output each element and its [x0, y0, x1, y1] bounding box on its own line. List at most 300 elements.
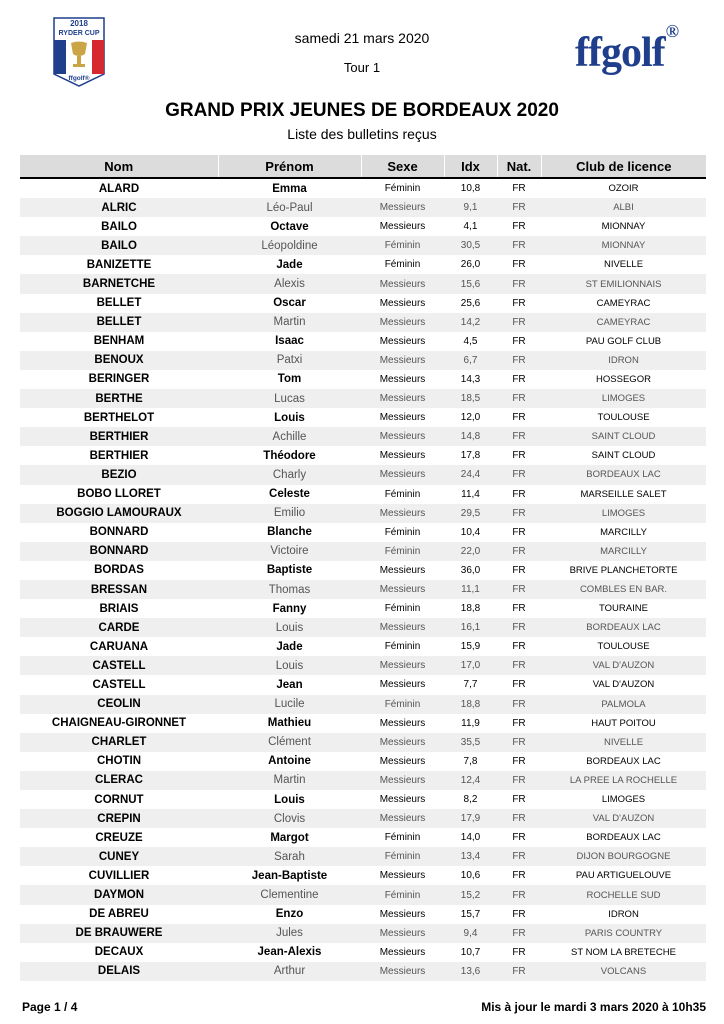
cell-prenom: Louis — [274, 411, 305, 424]
cell-prenom: Louis — [218, 618, 361, 637]
cell-nat: FR — [497, 313, 541, 332]
cell-idx: 24,4 — [444, 465, 497, 484]
cell-club: VOLCANS — [541, 962, 706, 981]
cell-nom: BERTHELOT — [83, 411, 155, 424]
table-row — [20, 637, 706, 656]
cell-club: CAMEYRAC — [541, 313, 706, 332]
table-row — [20, 924, 706, 943]
cell-nom: BERTHIER — [89, 449, 149, 462]
cell-sexe: Messieurs — [361, 389, 444, 408]
cell-sexe: Féminin — [384, 603, 421, 615]
cell-sexe: Messieurs — [379, 870, 426, 882]
cell-nom: CEOLIN — [20, 695, 218, 714]
cell-idx: 13,6 — [444, 962, 497, 981]
cell-nom: CUVILLIER — [88, 869, 150, 882]
cell-prenom: Emilio — [218, 504, 361, 523]
cell-nom: DAYMON — [20, 885, 218, 904]
cell-nat: FR — [497, 580, 541, 599]
cell-nom: CREPIN — [20, 809, 218, 828]
table-row — [20, 752, 706, 771]
table-row — [20, 599, 706, 618]
cell-nom: BRIAIS — [99, 602, 139, 615]
cell-nom: BAILO — [101, 220, 137, 233]
cell-nat: FR — [512, 450, 526, 462]
cell-sexe: Féminin — [384, 183, 421, 195]
cell-club: ALBI — [541, 198, 706, 217]
table-row — [20, 427, 706, 446]
cell-club: PARIS COUNTRY — [541, 924, 706, 943]
cell-nat: FR — [497, 618, 541, 637]
cell-prenom: Isaac — [275, 335, 304, 348]
cell-idx: 30,5 — [444, 236, 497, 255]
cell-idx: 11,9 — [461, 717, 480, 729]
cell-club: ST NOM LA BRETECHE — [571, 946, 676, 958]
cell-nat: FR — [512, 946, 526, 958]
cell-club: BORDEAUX LAC — [586, 755, 661, 767]
table-row — [20, 790, 706, 809]
cell-nat: FR — [497, 656, 541, 675]
cell-nom: BERINGER — [88, 373, 150, 386]
cell-idx: 35,5 — [444, 733, 497, 752]
table-row — [20, 294, 706, 313]
cell-sexe: Messieurs — [379, 794, 426, 806]
cell-club: MARCILLY — [541, 542, 706, 561]
cell-prenom: Louis — [274, 793, 305, 806]
cell-idx: 7,8 — [463, 755, 478, 767]
table-row — [20, 236, 706, 255]
cell-sexe: Messieurs — [361, 656, 444, 675]
cell-nat: FR — [497, 351, 541, 370]
table-row — [20, 389, 706, 408]
cell-nom: CHARLET — [20, 733, 218, 752]
cell-club: TOULOUSE — [597, 412, 650, 424]
cell-prenom: Lucile — [218, 695, 361, 714]
cell-sexe: Messieurs — [361, 351, 444, 370]
cell-nat: FR — [512, 488, 526, 500]
cell-nat: FR — [512, 641, 526, 653]
cell-idx: 15,2 — [444, 885, 497, 904]
cell-idx: 11,1 — [444, 580, 497, 599]
cell-club: MIONNAY — [541, 236, 706, 255]
cell-sexe: Messieurs — [361, 809, 444, 828]
cell-sexe: Féminin — [384, 832, 421, 844]
cell-idx: 36,0 — [460, 564, 481, 576]
cell-nom: BANIZETTE — [86, 258, 152, 271]
cell-sexe: Féminin — [361, 695, 444, 714]
cell-sexe: Féminin — [361, 847, 444, 866]
cell-club: OZOIR — [608, 183, 639, 195]
cell-nom: BEZIO — [20, 465, 218, 484]
cell-nat: FR — [497, 274, 541, 293]
cell-sexe: Féminin — [361, 542, 444, 561]
cell-nom: DECAUX — [94, 946, 144, 959]
cell-nom: BENHAM — [93, 335, 145, 348]
cell-prenom: Martin — [218, 771, 361, 790]
cell-nom: CASTELL — [20, 656, 218, 675]
cell-idx: 10,7 — [460, 946, 481, 958]
table-row — [20, 465, 706, 484]
cell-club: CAMEYRAC — [596, 297, 651, 309]
cell-club: BORDEAUX LAC — [586, 832, 661, 844]
cell-nat: FR — [497, 695, 541, 714]
cell-sexe: Messieurs — [379, 755, 426, 767]
cell-nat: FR — [497, 236, 541, 255]
cell-sexe: Messieurs — [361, 962, 444, 981]
cell-sexe: Messieurs — [379, 908, 426, 920]
logo-sub: ffgolf® — [68, 75, 90, 82]
cell-nat: FR — [512, 679, 526, 691]
cell-nat: FR — [512, 564, 526, 576]
cell-prenom: Théodore — [263, 449, 316, 462]
cell-nat: FR — [497, 542, 541, 561]
cell-idx: 12,0 — [460, 412, 481, 424]
cell-club: VAL D'AUZON — [541, 809, 706, 828]
cell-idx: 14,8 — [444, 427, 497, 446]
cell-nom: ALARD — [98, 182, 140, 195]
table-row — [20, 313, 706, 332]
cell-nat: FR — [512, 373, 526, 385]
table-row — [20, 695, 706, 714]
cell-sexe: Messieurs — [379, 679, 426, 691]
table-row — [20, 847, 706, 866]
cell-idx: 14,2 — [444, 313, 497, 332]
entries-table — [20, 155, 706, 981]
cell-prenom: Léopoldine — [218, 236, 361, 255]
cell-nom: CLERAC — [20, 771, 218, 790]
cell-club: PAU ARTIGUELOUVE — [575, 870, 672, 882]
cell-nom: CREUZE — [95, 831, 143, 844]
document-subtitle: Liste des bulletins reçus — [287, 126, 437, 142]
cell-nat: FR — [497, 809, 541, 828]
cell-nom: BERTHE — [20, 389, 218, 408]
cell-sexe: Messieurs — [361, 580, 444, 599]
cell-nat: FR — [512, 755, 526, 767]
logo-name: RYDER CUP — [58, 30, 100, 37]
cell-nom: BAILO — [20, 236, 218, 255]
cell-nom: DE ABREU — [89, 908, 149, 921]
cell-nat: FR — [497, 847, 541, 866]
cell-sexe: Messieurs — [361, 198, 444, 217]
cell-club: SAINT CLOUD — [541, 427, 706, 446]
cell-idx: 18,8 — [460, 603, 481, 615]
table-row — [20, 561, 706, 580]
cell-sexe: Féminin — [384, 526, 421, 538]
cell-nom: BONNARD — [20, 542, 218, 561]
table-row — [20, 866, 706, 885]
ffgolf-logo-text: ffgolf — [575, 30, 665, 76]
cell-nat: FR — [512, 794, 526, 806]
last-updated: Mis à jour le mardi 3 mars 2020 à 10h35 — [481, 1000, 706, 1014]
column-header-club: Club de licence — [541, 155, 706, 178]
cell-nat: FR — [497, 733, 541, 752]
cell-idx: 17,0 — [444, 656, 497, 675]
table-row — [20, 198, 706, 217]
cell-club: SAINT CLOUD — [591, 450, 656, 462]
cell-club: DIJON BOURGOGNE — [541, 847, 706, 866]
document-title: GRAND PRIX JEUNES DE BORDEAUX 2020 — [165, 100, 559, 121]
table-row — [20, 656, 706, 675]
cell-club: LIMOGES — [541, 504, 706, 523]
cell-nat: FR — [512, 603, 526, 615]
cell-prenom: Tom — [277, 373, 302, 386]
cell-club: BRIVE PLANCHETORTE — [569, 564, 678, 576]
cell-sexe: Féminin — [384, 641, 421, 653]
cell-nat: FR — [512, 526, 526, 538]
cell-idx: 10,8 — [460, 183, 481, 195]
cell-nom: ALRIC — [20, 198, 218, 217]
cell-nom: BELLET — [20, 313, 218, 332]
cell-prenom: Antoine — [268, 755, 311, 768]
cell-prenom: Achille — [218, 427, 361, 446]
cell-prenom: Patxi — [218, 351, 361, 370]
cell-nom: DE BRAUWERE — [20, 924, 218, 943]
table-row — [20, 885, 706, 904]
cell-prenom: Clément — [218, 733, 361, 752]
cell-prenom: Margot — [270, 831, 309, 844]
table-row — [20, 618, 706, 637]
cell-nom: CARUANA — [89, 640, 149, 653]
cell-idx: 17,8 — [460, 450, 481, 462]
table-row — [20, 255, 706, 274]
table-row — [20, 580, 706, 599]
cell-club: IDRON — [541, 351, 706, 370]
cell-club: TOULOUSE — [597, 641, 650, 653]
cell-nat: FR — [497, 389, 541, 408]
cell-prenom: Clementine — [218, 885, 361, 904]
cell-prenom: Octave — [270, 220, 309, 233]
table-row — [20, 962, 706, 981]
table-row — [20, 714, 706, 733]
cell-idx: 14,3 — [460, 373, 481, 385]
table-row — [20, 523, 706, 542]
column-header-nat: Nat. — [497, 155, 541, 178]
cell-sexe: Féminin — [361, 885, 444, 904]
table-row — [20, 771, 706, 790]
cell-club: HAUT POITOU — [591, 717, 656, 729]
cell-sexe: Messieurs — [361, 465, 444, 484]
cell-nat: FR — [497, 427, 541, 446]
page-number: Page 1 / 4 — [22, 1000, 78, 1014]
cell-nom: BOBO LLORET — [77, 488, 161, 501]
cell-idx: 17,9 — [444, 809, 497, 828]
table-row — [20, 217, 706, 236]
table-row — [20, 370, 706, 389]
cell-club: VAL D'AUZON — [592, 679, 655, 691]
cell-club: MARSEILLE SALET — [580, 488, 667, 500]
cell-club: PALMOLA — [541, 695, 706, 714]
cell-idx: 10,6 — [460, 870, 481, 882]
cell-nat: FR — [497, 771, 541, 790]
cell-idx: 4,1 — [463, 221, 478, 233]
cell-nom: BORDAS — [94, 564, 144, 577]
cell-nom: BERTHIER — [20, 427, 218, 446]
cell-nom: BARNETCHE — [20, 274, 218, 293]
cell-sexe: Messieurs — [361, 618, 444, 637]
cell-idx: 7,7 — [463, 679, 478, 691]
cell-club: IDRON — [608, 908, 639, 920]
cell-idx: 14,0 — [460, 832, 481, 844]
cell-sexe: Messieurs — [379, 946, 426, 958]
cell-idx: 18,5 — [444, 389, 497, 408]
cell-prenom: Thomas — [218, 580, 361, 599]
table-row — [20, 351, 706, 370]
cell-nat: FR — [497, 504, 541, 523]
logo-year: 2018 — [70, 19, 88, 28]
cell-idx: 12,4 — [444, 771, 497, 790]
cell-nom: CASTELL — [92, 678, 146, 691]
cell-nat: FR — [497, 885, 541, 904]
cell-nat: FR — [512, 183, 526, 195]
cell-idx: 6,7 — [444, 351, 497, 370]
cell-nom: BENOUX — [20, 351, 218, 370]
cell-nat: FR — [512, 717, 526, 729]
table-row — [20, 943, 706, 962]
cell-club: MARCILLY — [600, 526, 647, 538]
cell-idx: 9,4 — [444, 924, 497, 943]
header-round: Tour 1 — [343, 60, 381, 75]
cell-club: TOURAINE — [599, 603, 648, 615]
cell-nat: FR — [512, 832, 526, 844]
cell-nat: FR — [497, 465, 541, 484]
cell-nat: FR — [512, 908, 526, 920]
table-row — [20, 733, 706, 752]
cell-prenom: Jade — [276, 258, 303, 271]
cell-prenom: Martin — [218, 313, 361, 332]
table-row — [20, 178, 706, 198]
cell-prenom: Fanny — [272, 602, 307, 615]
cell-nat: FR — [497, 198, 541, 217]
table-row — [20, 542, 706, 561]
table-row — [20, 828, 706, 847]
cell-nat: FR — [497, 924, 541, 943]
cell-club: LIMOGES — [601, 794, 646, 806]
cell-nom: BONNARD — [89, 526, 149, 539]
cell-sexe: Messieurs — [361, 771, 444, 790]
table-row — [20, 675, 706, 694]
cell-idx: 15,9 — [460, 641, 481, 653]
cell-club: LA PREE LA ROCHELLE — [541, 771, 706, 790]
cell-idx: 9,1 — [444, 198, 497, 217]
cell-nom: BELLET — [96, 297, 142, 310]
cell-sexe: Messieurs — [361, 274, 444, 293]
cell-nom: CHOTIN — [96, 755, 142, 768]
cell-sexe: Messieurs — [361, 504, 444, 523]
cell-sexe: Messieurs — [361, 313, 444, 332]
cell-idx: 18,8 — [444, 695, 497, 714]
cell-club: PAU GOLF CLUB — [585, 335, 662, 347]
cell-nat: FR — [512, 335, 526, 347]
cell-sexe: Messieurs — [361, 924, 444, 943]
cell-idx: 16,1 — [444, 618, 497, 637]
cell-sexe: Messieurs — [379, 564, 426, 576]
cell-club: COMBLES EN BAR. — [541, 580, 706, 599]
cell-sexe: Féminin — [361, 236, 444, 255]
cell-sexe: Messieurs — [379, 412, 426, 424]
cell-prenom: Alexis — [218, 274, 361, 293]
table-row — [20, 332, 706, 351]
table-header-row — [20, 155, 706, 178]
cell-sexe: Messieurs — [379, 717, 426, 729]
cell-club: BORDEAUX LAC — [541, 618, 706, 637]
cell-club: MIONNAY — [601, 221, 646, 233]
cell-club: VAL D'AUZON — [541, 656, 706, 675]
cell-nat: FR — [512, 259, 526, 271]
cell-idx: 10,4 — [460, 526, 481, 538]
table-row — [20, 905, 706, 924]
cell-prenom: Emma — [272, 182, 307, 195]
cell-nom: DELAIS — [20, 962, 218, 981]
cell-sexe: Messieurs — [361, 733, 444, 752]
cell-prenom: Jules — [218, 924, 361, 943]
cell-nat: FR — [512, 412, 526, 424]
cell-idx: 11,4 — [461, 488, 480, 500]
cell-nom: BRESSAN — [20, 580, 218, 599]
cell-prenom: Jean-Baptiste — [251, 869, 328, 882]
registered-mark: ® — [665, 21, 679, 41]
cell-prenom: Enzo — [275, 908, 304, 921]
cell-prenom: Lucas — [218, 389, 361, 408]
cell-club: BORDEAUX LAC — [541, 465, 706, 484]
cell-prenom: Mathieu — [267, 717, 312, 730]
cell-prenom: Blanche — [267, 526, 312, 539]
cell-prenom: Oscar — [273, 297, 306, 310]
cell-club: HOSSEGOR — [596, 373, 651, 385]
cell-prenom: Louis — [218, 656, 361, 675]
cell-prenom: Charly — [218, 465, 361, 484]
cell-idx: 13,4 — [444, 847, 497, 866]
cell-idx: 22,0 — [444, 542, 497, 561]
header-date: samedi 21 mars 2020 — [294, 30, 430, 46]
cell-prenom: Sarah — [218, 847, 361, 866]
cell-sexe: Messieurs — [379, 335, 426, 347]
cell-club: ST EMILIONNAIS — [541, 274, 706, 293]
cell-idx: 29,5 — [444, 504, 497, 523]
cell-prenom: Jade — [276, 640, 303, 653]
cell-club: NIVELLE — [541, 733, 706, 752]
cell-nat: FR — [497, 962, 541, 981]
cell-sexe: Messieurs — [379, 297, 426, 309]
cell-sexe: Messieurs — [379, 373, 426, 385]
cell-prenom: Clovis — [218, 809, 361, 828]
cell-nat: FR — [512, 221, 526, 233]
cell-prenom: Celeste — [269, 488, 310, 501]
cell-club: LIMOGES — [541, 389, 706, 408]
cell-nom: CARDE — [20, 618, 218, 637]
cell-nom: CUNEY — [20, 847, 218, 866]
ryder-cup-logo — [52, 16, 106, 88]
cell-nom: CORNUT — [94, 793, 144, 806]
column-header-nom: Nom — [20, 155, 218, 178]
column-header-sexe: Sexe — [361, 155, 444, 178]
table-row — [20, 504, 706, 523]
cell-club: NIVELLE — [603, 259, 644, 271]
cell-idx: 26,0 — [460, 259, 481, 271]
cell-idx: 8,2 — [463, 794, 478, 806]
cell-prenom: Arthur — [218, 962, 361, 981]
cell-nom: CHAIGNEAU-GIRONNET — [51, 717, 187, 730]
cell-prenom: Jean-Alexis — [257, 946, 322, 959]
cell-idx: 4,5 — [463, 335, 478, 347]
cell-sexe: Messieurs — [379, 221, 426, 233]
cell-prenom: Victoire — [218, 542, 361, 561]
cell-idx: 15,7 — [460, 908, 481, 920]
table-row — [20, 408, 706, 427]
cell-sexe: Féminin — [384, 259, 421, 271]
cell-club: ROCHELLE SUD — [541, 885, 706, 904]
table-row — [20, 446, 706, 465]
table-row — [20, 809, 706, 828]
cell-prenom: Jean — [276, 678, 303, 691]
